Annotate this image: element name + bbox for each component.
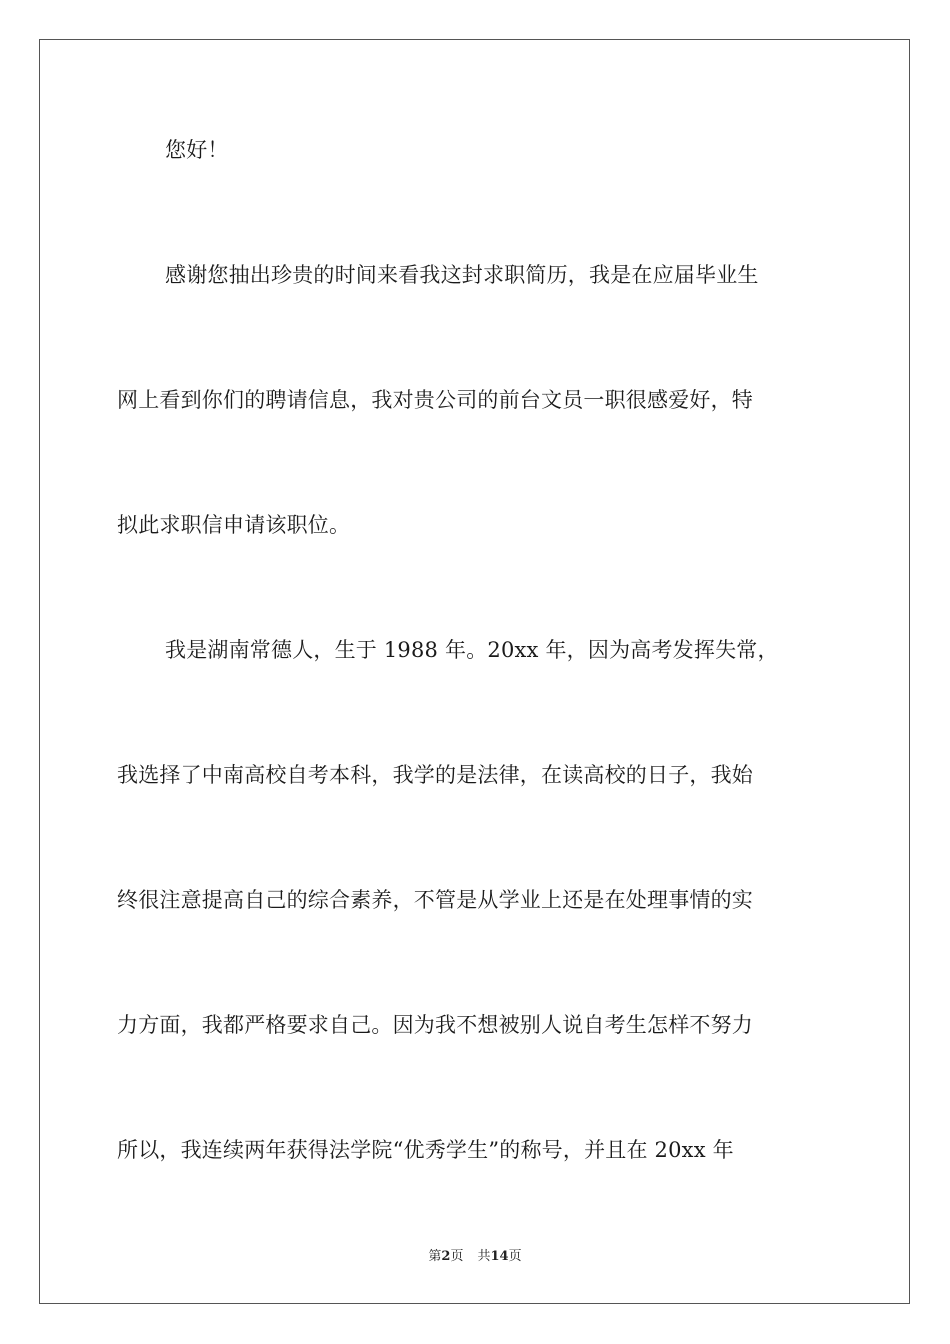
letter-line-3: 拟此求职信申请该职位。 bbox=[117, 513, 351, 537]
letter-line-5: 我选择了中南高校自考本科，我学的是法律，在读高校的日子，我始 bbox=[117, 763, 753, 787]
footer-page-suffix: 页 bbox=[450, 1249, 464, 1264]
letter-line-8: 所以，我连续两年获得法学院“优秀学生”的称号，并且在 20xx 年 bbox=[117, 1138, 734, 1162]
page-footer bbox=[0, 1248, 950, 1266]
footer-total-pages: 14 bbox=[490, 1249, 509, 1264]
footer-total-suffix: 页 bbox=[508, 1249, 522, 1264]
letter-line-2: 网上看到你们的聘请信息，我对贵公司的前台文员一职很感爱好，特 bbox=[117, 388, 753, 412]
letter-greeting: 您好！ bbox=[165, 138, 229, 162]
footer-total-prefix: 共 bbox=[477, 1249, 491, 1264]
letter-line-6: 终很注意提高自己的综合素养，不管是从学业上还是在处理事情的实 bbox=[117, 888, 753, 912]
letter-line-4: 我是湖南常德人，生于 1988 年。20xx 年，因为高考发挥失常， bbox=[165, 638, 779, 662]
footer-page-prefix: 第 bbox=[428, 1249, 442, 1264]
footer-page-number: 2 bbox=[441, 1249, 451, 1264]
letter-line-7: 力方面，我都严格要求自己。因为我不想被别人说自考生怎样不努力 bbox=[117, 1013, 753, 1037]
letter-line-1: 感谢您抽出珍贵的时间来看我这封求职简历，我是在应届毕业生 bbox=[165, 263, 759, 287]
page-frame bbox=[39, 39, 910, 1304]
